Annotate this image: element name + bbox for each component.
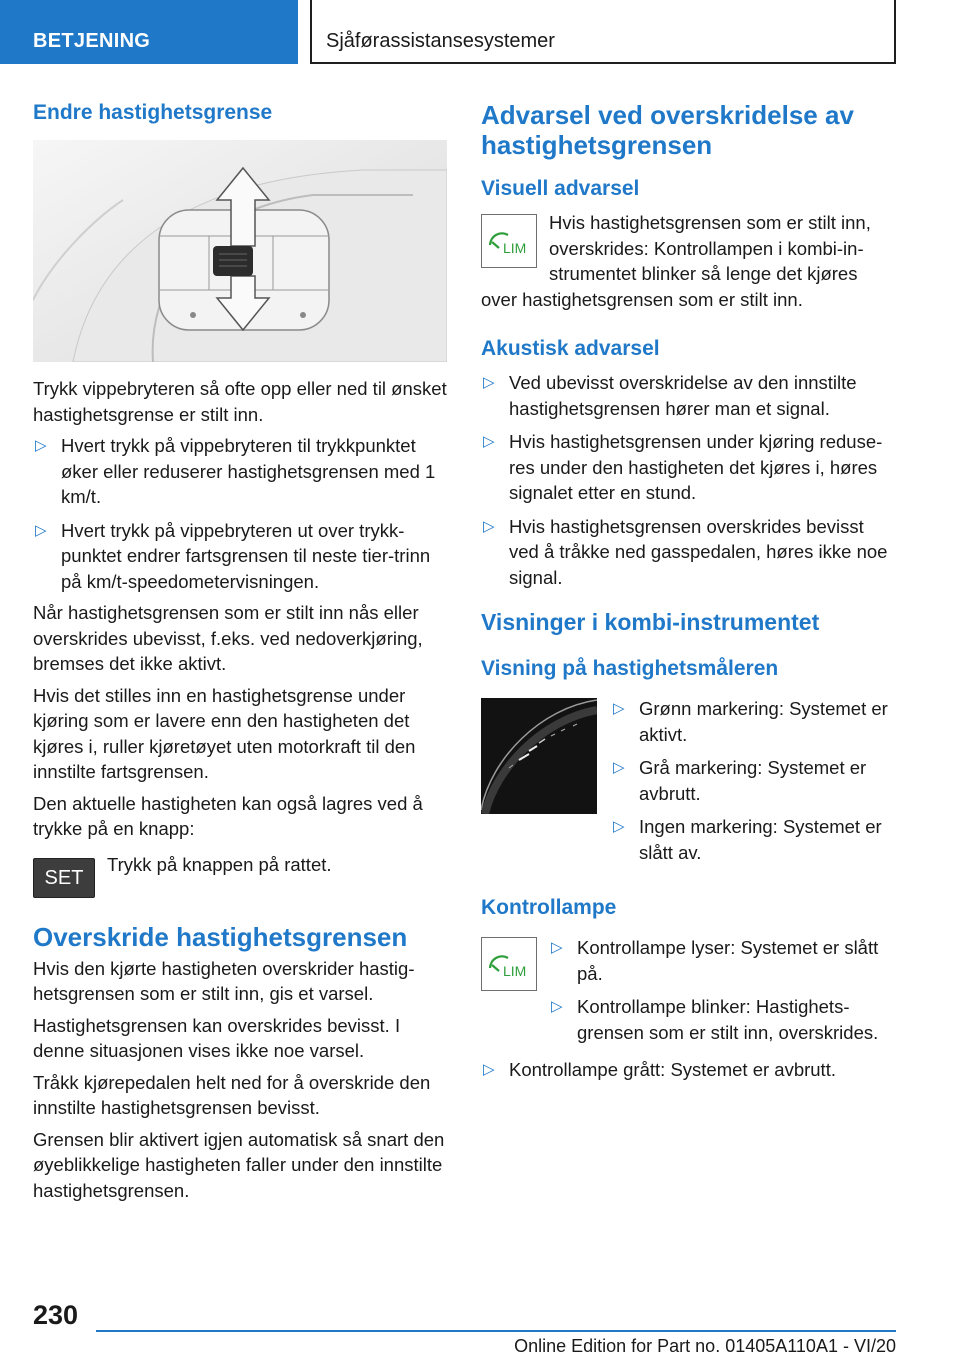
paragraph: Hvis det stilles inn en hastighetsgrense under kjøring som er lavere enn den hastigheten det kjøres i, ruller kjøretøyet uten motorkraft til den innstilte fartsgrensen. — [33, 684, 416, 782]
heading-exceed-limit: Overskride hastighetsgrensen — [33, 921, 408, 952]
paragraph: Grensen blir aktivert igjen automatisk så snart den øyeblikkelige hastigheten faller under den innstilte hastighetsgrensen. — [33, 1128, 445, 1201]
list-item: ▷ Ingen markering: Systemet er slått av. — [613, 816, 882, 863]
paragraph: Tråkk kjørepedalen helt ned for å overskride den innstilte hastighetsgrensen bevisst. — [33, 1071, 431, 1118]
chapter-title: Sjåførassistansesystemer — [326, 30, 555, 52]
speed-limit-lamp-icon — [481, 214, 537, 268]
paragraph: Hastighetsgrensen kan overskrides bevisst. I denne situasjonen vises ikke noe varsel. — [33, 1014, 401, 1061]
list-item: ▷ Hvis hastighetsgrensen overskrides bevisst ved å tråkke ned gasspedalen, høres ikke noe signal. — [483, 515, 888, 588]
bullet-triangle-icon: ▷ — [613, 700, 625, 717]
list-item: ▷ Grønn markering: Systemet er aktivt. — [613, 698, 888, 745]
list-item: ▷ Ved ubevisst overskridelse av den innstilte hastighetsgrensen hører man et signal. — [483, 372, 857, 419]
section-tab — [0, 0, 298, 64]
list-item: ▷ Hvert trykk på vippebryteren ut over trykkpunktet endrer fartsgrensen til neste tier-trinn på km/t-speedometervisningen. — [35, 519, 431, 592]
bullet-list — [481, 1057, 896, 1083]
bullet-triangle-icon: ▷ — [551, 939, 563, 956]
bullet-triangle-icon: ▷ — [613, 818, 625, 835]
list-item: ▷ Hvis hastighetsgrensen under kjøring reduseres under den hastigheten det kjøres i, høres signalet etter en stund. — [483, 431, 883, 503]
bullet-list — [481, 370, 896, 590]
bullet-triangle-icon: ▷ — [483, 374, 495, 391]
speed-limit-lamp-icon — [481, 937, 537, 991]
list-item: ▷ Kontrollampe grått: Systemet er avbrutt. — [481, 1057, 896, 1083]
list-item: ▷ Kontrollampe blinker: Hastighetsgrensen som er stilt inn, overskrides. — [551, 996, 879, 1043]
footer-edition: Online Edition for Part no. 01405A110A1 - VI/20 — [514, 1336, 896, 1356]
bullet-triangle-icon: ▷ — [483, 1061, 495, 1078]
heading-instrument-display: Visninger i kombi-instrumentet — [481, 609, 820, 635]
right-column — [481, 100, 896, 1091]
bullet-triangle-icon: ▷ — [483, 517, 495, 535]
svg-text:LIM: LIM — [503, 240, 527, 256]
bullet-list — [611, 696, 896, 873]
indicator-lamp-block — [481, 935, 896, 1053]
list-item: ▷ Grå markering: Systemet er avbrutt. — [613, 757, 867, 804]
set-instruction: Trykk på knappen på rattet. — [107, 853, 332, 875]
paragraph: Trykk vippebryteren så ofte opp eller ned til ønsket hastighetsgrense er stilt inn. — [33, 378, 447, 425]
set-button-icon: SET — [33, 858, 95, 898]
heading-warning: Advarsel ved overskridelse av hastighetsgrensen — [481, 100, 854, 160]
chapter-tab — [310, 0, 896, 64]
subheading-acoustic-warning: Akustisk advarsel — [481, 337, 660, 360]
svg-text:LIM: LIM — [503, 963, 527, 979]
visual-warning-block — [481, 210, 896, 312]
heading-change-limit: Endre hastighetsgrense — [33, 101, 273, 124]
visual-warning-text: Hvis hastighetsgrensen som er stilt inn, overskrides: Kontrollampen i kombi-instrumentet blinker så lenge det kjøres over hastighetsgrensen som er stilt inn. — [481, 212, 871, 310]
subheading-indicator-lamp: Kontrollampe — [481, 896, 617, 919]
bullet-triangle-icon: ▷ — [551, 998, 563, 1015]
bullet-triangle-icon: ▷ — [35, 521, 47, 539]
steering-wheel-rocker-figure — [33, 140, 447, 362]
list-item: ▷ Kontrollampe lyser: Systemet er slått på. — [551, 937, 879, 984]
paragraph: Den aktuelle hastigheten kan også lagres ved å trykke på en knapp: — [33, 792, 423, 839]
page-number: 230 — [33, 1300, 79, 1330]
paragraph: Når hastighetsgrensen som er stilt inn nås eller overskrides ubevisst, f.eks. ved nedoverkjøring, bremses det ikke aktivt. — [33, 602, 423, 674]
subheading-speedometer: Visning på hastighetsmåleren — [481, 657, 779, 680]
bullet-list — [33, 433, 447, 594]
bullet-triangle-icon: ▷ — [35, 437, 47, 454]
speedometer-block — [481, 696, 896, 873]
section-title: BETJENING — [33, 30, 151, 52]
bullet-triangle-icon: ▷ — [483, 433, 495, 450]
footer-divider — [96, 1330, 896, 1332]
subheading-visual-warning: Visuell advarsel — [481, 177, 640, 200]
paragraph: Hvis den kjørte hastigheten overskrider hastighetsgrensen som er stilt inn, gis et varsel. — [33, 957, 415, 1004]
set-button-row — [33, 852, 447, 904]
bullet-list — [549, 935, 896, 1053]
list-item: ▷ Hvert trykk på vippebryteren til trykkpunktet øker eller reduserer hastighetsgrensen med 1 km/t. — [35, 435, 436, 507]
speedometer-image — [481, 698, 597, 814]
left-column — [33, 100, 447, 1203]
bullet-triangle-icon: ▷ — [613, 759, 625, 776]
